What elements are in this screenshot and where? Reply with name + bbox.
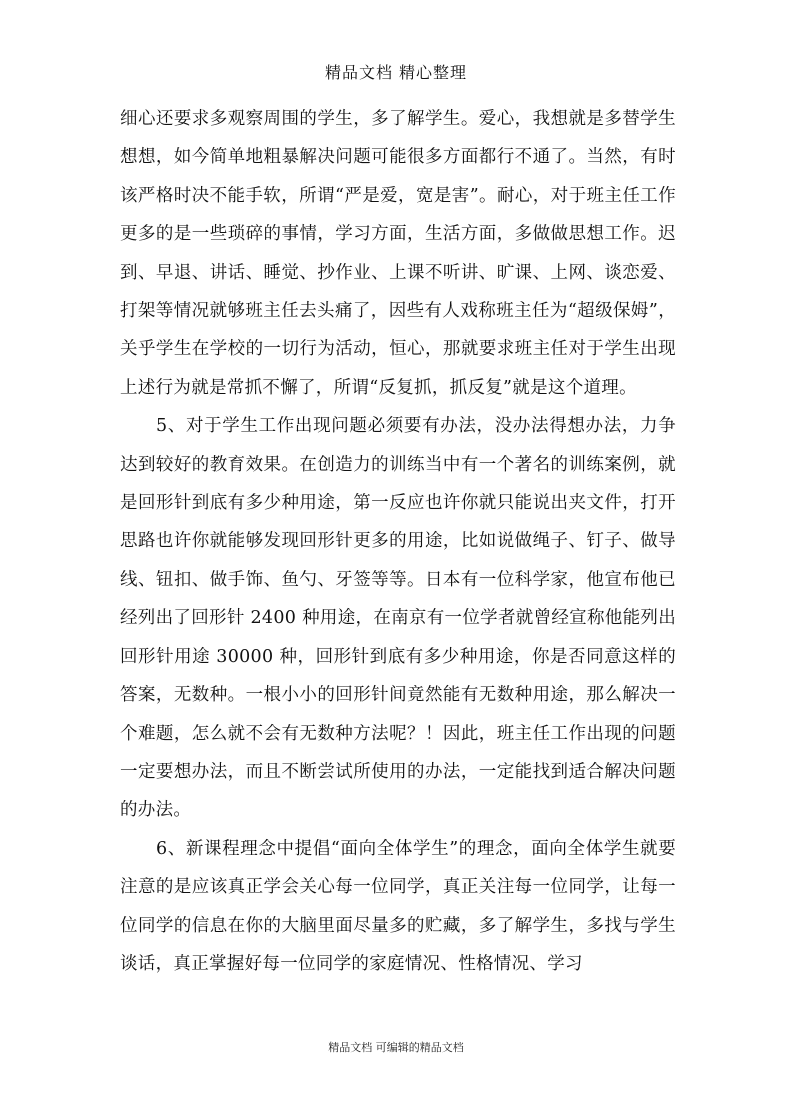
page-header: 精品文档 精心整理 — [324, 63, 468, 82]
paragraph-continued: 细心还要求多观察周围的学生，多了解学生。爱心，我想就是多替学生想想，如今简单地粗暴解决问题可能很多方面都行不通了。当然，有时该严格时决不能手软，所谓“严是爱，宽是害”。耐心，对于班主任工作更多的是一些琐碎的事情，学习方面，生活方面，多做做思想工作。迟到、早退、讲话、睡觉、抄作业、上课不听讲、旷课、上网、谈恋爱、打架等情况就够班主任去头痛了，因些有人戏称班主任为“超级保姆”，关乎学生在学校的一切行为活动，恒心，那就要求班主任对于学生出现上述行为就是常抓不懈了，所谓“反复抓，抓反复”就是这个道理。 — [120, 109, 676, 398]
paragraph-item-5: 5、对于学生工作出现问题必须要有办法，没办法得想办法，力争达到较好的教育效果。在创造力的训练当中有一个著名的训练案例，就是回形针到底有多少种用途，第一反应也许你就只能说出夹文件，打开思路也许你就能够发现回形针更多的用途，比如说做绳子、钉子、做导线、钮扣、做手饰、鱼勺、牙签等等。日本有一位科学家，他宣布他已经列出了回形针 2400 种用途，在南京有一位学者就曾经宣称他能列出回形针用途 30000 种，回形针到底有多少种用途，你是否同意这样的答案，无数种。一根小小的回形针间竟然能有无数种用途，那么解决一个难题，怎么就不会有无数种方法呢？！因此，班主任工作出现的问题一定要想办法，而且不断尝试所使用的办法，一定能找到适合解决问题的办法。 — [120, 416, 676, 821]
page-footer: 精品文档 可编辑的精品文档 — [328, 1041, 464, 1054]
document-body — [120, 100, 676, 983]
paragraph-item-6: 6、新课程理念中提倡“面向全体学生”的理念，面向全体学生就要注意的是应该真正学会关心每一位同学，真正关注每一位同学，让每一位同学的信息在你的大脑里面尽量多的贮藏，多了解学生，多找与学生谈话，真正掌握好每一位同学的家庭情况、性格情况、学习 — [120, 838, 676, 974]
